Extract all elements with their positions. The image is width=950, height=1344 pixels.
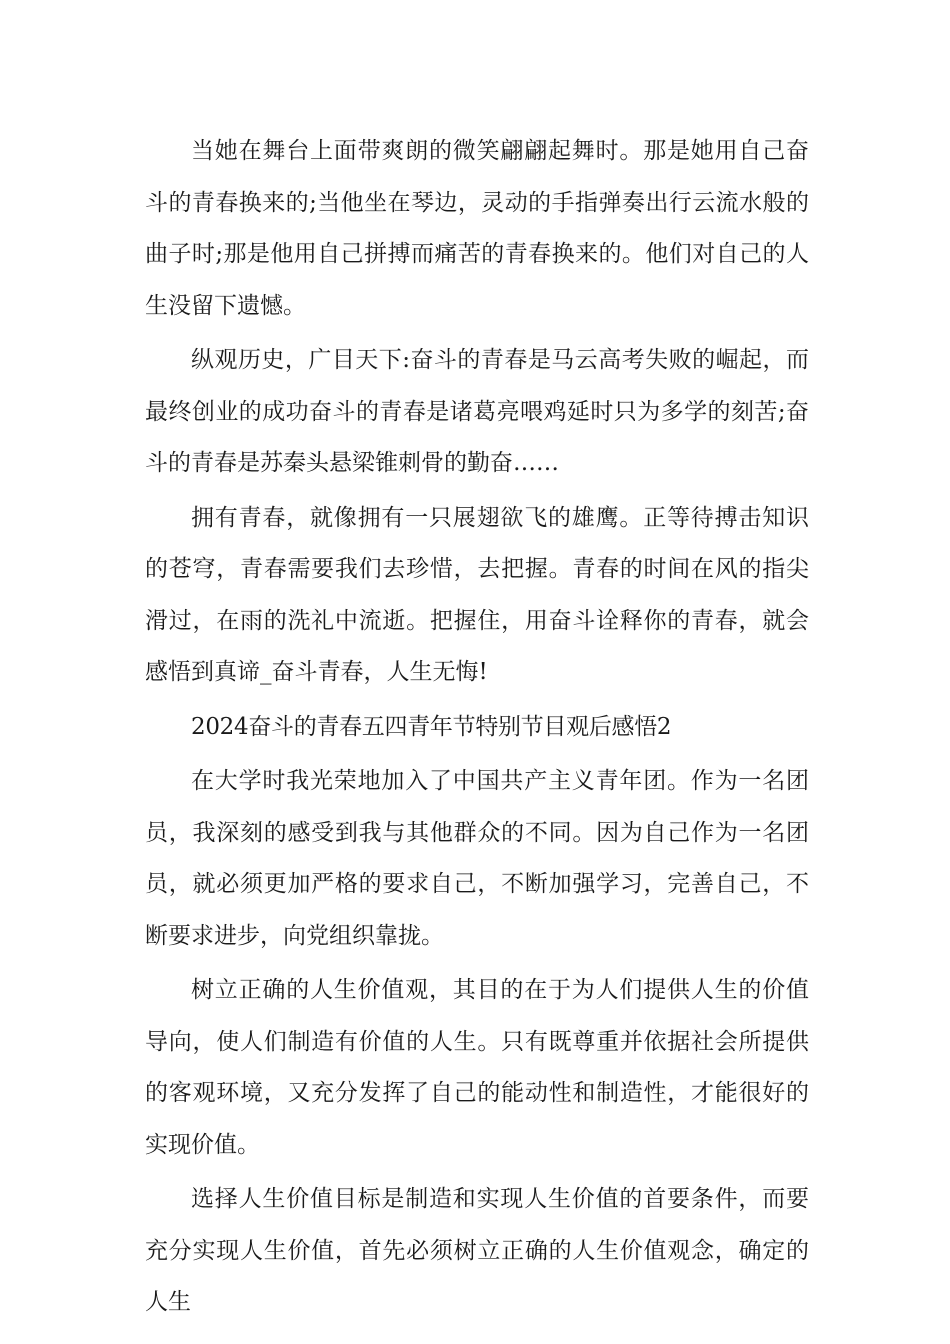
paragraph-6: 选择人生价值目标是制造和实现人生价值的首要条件，而要充分实现人生价值，首先必须树立正确的人生价值观念，确定的人生: [145, 1186, 809, 1315]
section-heading: 2024奋斗的青春五四青年节特别节目观后感悟2: [191, 713, 672, 740]
paragraph-2: 纵观历史，广目天下:奋斗的青春是马云高考失败的崛起，而最终创业的成功奋斗的青春是诸葛亮喂鸡延时只为多学的刻苦;奋斗的青春是苏秦头悬梁锥刺骨的勤奋……: [145, 347, 809, 476]
paragraph-1: 当她在舞台上面带爽朗的微笑翩翩起舞时。那是她用自己奋斗的青春换来的;当他坐在琴边，灵动的手指弹奏出行云流水般的曲子时;那是他用自己拼搏而痛苦的青春换来的。他们对自己的人生没留下遗憾。: [145, 138, 809, 319]
document-body: [145, 126, 809, 1332]
paragraph-5: 树立正确的人生价值观，其目的在于为人们提供人生的价值导向，使人们制造有价值的人生。只有既尊重并依据社会所提供的客观环境，又充分发挥了自己的能动性和制造性，才能很好的实现价值。: [145, 977, 809, 1158]
paragraph-3: 拥有青春，就像拥有一只展翅欲飞的雄鹰。正等待搏击知识的苍穹，青春需要我们去珍惜，去把握。青春的时间在风的指尖滑过，在雨的洗礼中流逝。把握住，用奋斗诠释你的青春，就会感悟到真谛_奋斗青春，人生无悔!: [145, 504, 809, 685]
paragraph-4: 在大学时我光荣地加入了中国共产主义青年团。作为一名团员，我深刻的感受到我与其他群众的不同。因为自己作为一名团员，就必须更加严格的要求自己，不断加强学习，完善自己，不断要求进步，向党组织靠拢。: [145, 768, 809, 949]
